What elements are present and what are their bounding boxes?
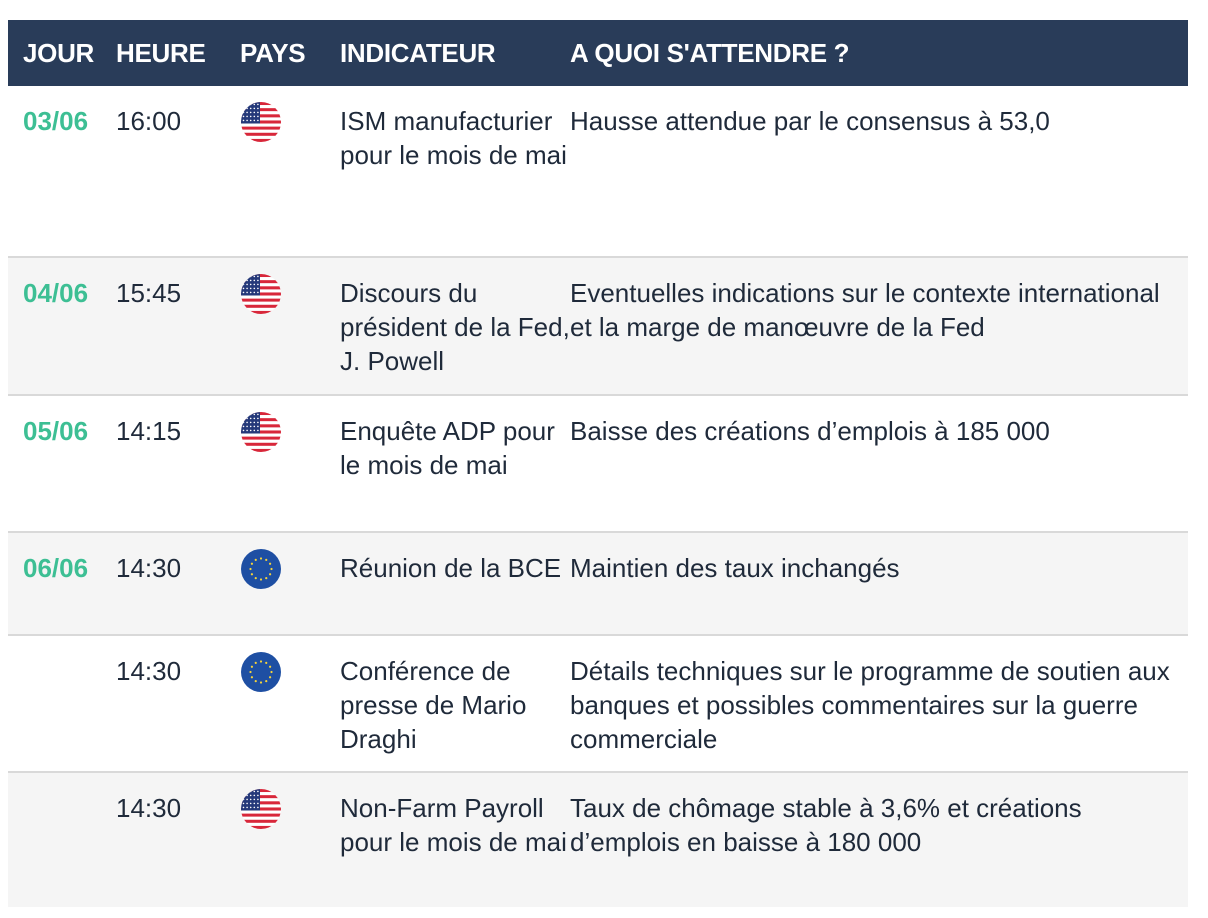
row-indicateur: Discours du président de la Fed, J. Powell: [340, 278, 570, 376]
table-row: [8, 533, 1188, 636]
row-pays: [240, 533, 340, 634]
us-flag-icon: [241, 412, 281, 452]
row-attente: Détails techniques sur le programme de soutien aux banques et possibles commentaires sur la guerre commerciale: [570, 656, 1170, 754]
header-attente: A QUOI S'ATTENDRE ?: [570, 37, 850, 68]
table-row: [8, 258, 1188, 396]
row-indicateur: Non-Farm Payroll pour le mois de mai: [340, 793, 567, 857]
row-heure: 15:45: [116, 278, 182, 308]
row-attente: Taux de chômage stable à 3,6% et créations d’emplois en baisse à 180 000: [570, 793, 1082, 857]
row-jour: 03/06: [23, 106, 89, 136]
row-pays: [240, 86, 340, 256]
row-indicateur: Enquête ADP pour le mois de mai: [340, 416, 555, 480]
eu-flag-icon: [241, 652, 281, 692]
row-heure: 14:15: [116, 416, 182, 446]
row-heure: 14:30: [116, 793, 182, 823]
row-heure: 14:30: [116, 656, 182, 686]
row-attente: Hausse attendue par le consensus à 53,0: [570, 106, 1050, 136]
header-pays: PAYS: [240, 37, 306, 68]
row-jour: 04/06: [23, 278, 89, 308]
row-attente: Maintien des taux inchangés: [570, 553, 900, 583]
row-jour: 05/06: [23, 416, 89, 446]
header-indicateur: INDICATEUR: [340, 37, 496, 68]
row-pays: [240, 258, 340, 394]
row-jour: 06/06: [23, 553, 89, 583]
row-attente: Baisse des créations d’emplois à 185 000: [570, 416, 1050, 446]
row-indicateur: Conférence de presse de Mario Draghi: [340, 656, 527, 754]
row-attente: Eventuelles indications sur le contexte international et la marge de manœuvre de la Fed: [570, 278, 1160, 342]
header-jour: JOUR: [23, 37, 95, 68]
eu-flag-icon: [241, 549, 281, 589]
table-row: [8, 86, 1188, 258]
table-row: [8, 396, 1188, 533]
row-heure: 14:30: [116, 553, 182, 583]
row-heure: 16:00: [116, 106, 182, 136]
table-row: [8, 636, 1188, 773]
row-indicateur: ISM manufacturier pour le mois de mai: [340, 106, 567, 170]
table-header: [8, 20, 1188, 86]
table-row: [8, 773, 1188, 907]
row-jour: [8, 636, 116, 771]
row-pays: [240, 396, 340, 531]
us-flag-icon: [241, 274, 281, 314]
us-flag-icon: [241, 789, 281, 829]
row-jour: [8, 773, 116, 907]
header-heure: HEURE: [116, 37, 206, 68]
row-pays: [240, 636, 340, 771]
row-pays: [240, 773, 340, 907]
us-flag-icon: [241, 102, 281, 142]
economic-calendar-table: [8, 20, 1188, 907]
row-indicateur: Réunion de la BCE: [340, 553, 562, 583]
